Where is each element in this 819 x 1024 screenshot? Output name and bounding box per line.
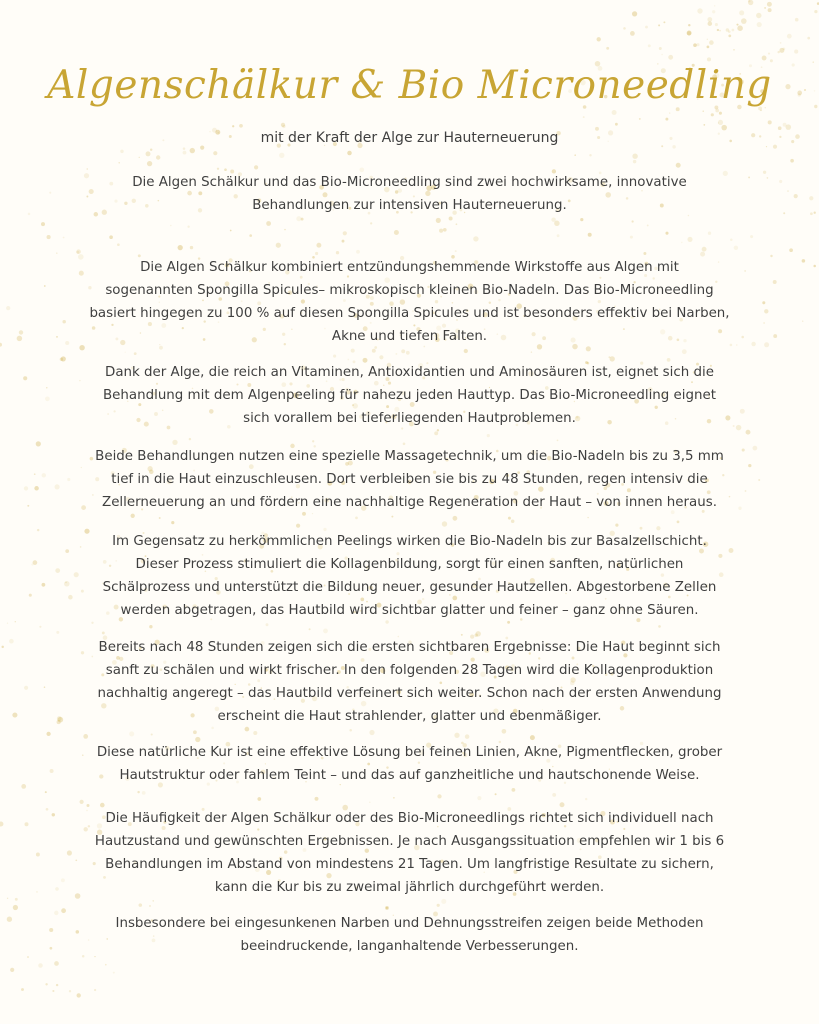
paragraph-combination (55, 256, 764, 348)
paragraph-line: Diese natürliche Kur ist eine effektive Lösung bei feinen Linien, Akne, Pigmentflecken, grober (96, 745, 723, 760)
paragraph-line: Beide Behandlungen nutzen eine spezielle Massagetechnik, um die Bio-Nadeln bis zu 3,5 mm (95, 449, 724, 464)
paragraph-line: Bereits nach 48 Stunden zeigen sich die ersten sichtbaren Ergebnisse: Die Haut beginnt sich (98, 640, 721, 655)
paragraph-line: erscheint die Haut strahlender, glatter und ebenmäßiger. (217, 709, 602, 724)
paragraph-line: basiert hingegen zu 100 % auf diesen Spongilla Spicules und ist besonders effektiv bei Narben, (89, 306, 730, 321)
paragraph-line: Schälprozess und unterstützt die Bildung neuer, gesunder Hautzellen. Abgestorbene Zellen (102, 580, 717, 595)
paragraph-ergebnisse (55, 636, 764, 728)
paragraph-line: Die Algen Schälkur und das Bio-Microneedling sind zwei hochwirksame, innovative (132, 175, 687, 190)
paragraph-line: Dieser Prozess stimuliert die Kollagenbildung, sorgt für einen sanften, natürlichen (135, 557, 684, 572)
paragraph-line: werden abgetragen, das Hautbild wird sichtbar glatter und feiner – ganz ohne Säuren. (120, 603, 699, 618)
paragraph-line: sogenannten Spongilla Spicules– mikroskopisch kleinen Bio-Nadeln. Das Bio-Microneedling (105, 283, 714, 298)
paragraph-line: nachhaltig angeregt – das Hautbild verfeinert sich weiter. Schon nach der ersten Anwendung (97, 686, 722, 701)
paragraph-line: Behandlung mit dem Algenpeeling für nahezu jeden Hauttyp. Das Bio-Microneedling eignet (103, 388, 716, 403)
paragraph-massage (55, 445, 764, 514)
paragraph-narben (55, 912, 764, 958)
paragraph-line: beeindruckende, langanhaltende Verbesserungen. (240, 939, 579, 954)
paragraph-intro (55, 171, 764, 217)
paragraph-line: Behandlungen im Abstand von mindestens 21 Tagen. Um langfristige Resultate zu sichern, (105, 857, 714, 872)
paragraph-line: Akne und tiefen Falten. (331, 329, 488, 344)
paragraph-line: sanft zu schälen und wirkt frischer. In den folgenden 28 Tagen wird die Kollagenproduktion (105, 663, 714, 678)
page-subtitle: mit der Kraft der Alge zur Hauterneuerung (260, 130, 559, 146)
paragraph-line: tief in die Haut einzuschleusen. Dort verbleiben sie bis zu 48 Stunden, regen intensiv die (111, 472, 708, 487)
page-title: Algenschälkur & Bio Microneedling (47, 63, 772, 108)
paragraph-alge (55, 361, 764, 430)
paragraph-basalzellschicht (55, 530, 764, 622)
paragraph-haeufigkeit (55, 807, 764, 899)
paragraph-line: Die Algen Schälkur kombiniert entzündungshemmende Wirkstoffe aus Algen mit (140, 260, 679, 275)
paragraph-line: Im Gegensatz zu herkömmlichen Peelings wirken die Bio-Nadeln bis zur Basalzellschicht. (112, 534, 707, 549)
paragraph-line: Dank der Alge, die reich an Vitaminen, Antioxidantien und Aminosäuren ist, eignet sich die (105, 365, 714, 380)
paragraph-line: Hautzustand und gewünschten Ergebnissen. Je nach Ausgangssituation empfehlen wir 1 bis 6 (94, 834, 725, 849)
paragraph-loesung (55, 741, 764, 787)
paragraph-line: Hautstruktur oder fahlem Teint – und das auf ganzheitliche und hautschonende Weise. (119, 768, 700, 783)
paragraph-line: Die Häufigkeit der Algen Schälkur oder des Bio-Microneedlings richtet sich individuell nach (105, 811, 714, 826)
paragraph-line: Behandlungen zur intensiven Hauterneuerung. (252, 198, 567, 213)
paragraph-line: Zellerneuerung an und fördern eine nachhaltige Regeneration der Haut – von innen heraus. (102, 495, 717, 510)
paragraph-line: sich vorallem bei tieferliegenden Hautproblemen. (243, 411, 576, 426)
paragraph-line: kann die Kur bis zu zweimal jährlich durchgeführt werden. (214, 880, 605, 895)
paragraph-line: Insbesondere bei eingesunkenen Narben und Dehnungsstreifen zeigen beide Methoden (115, 916, 704, 931)
